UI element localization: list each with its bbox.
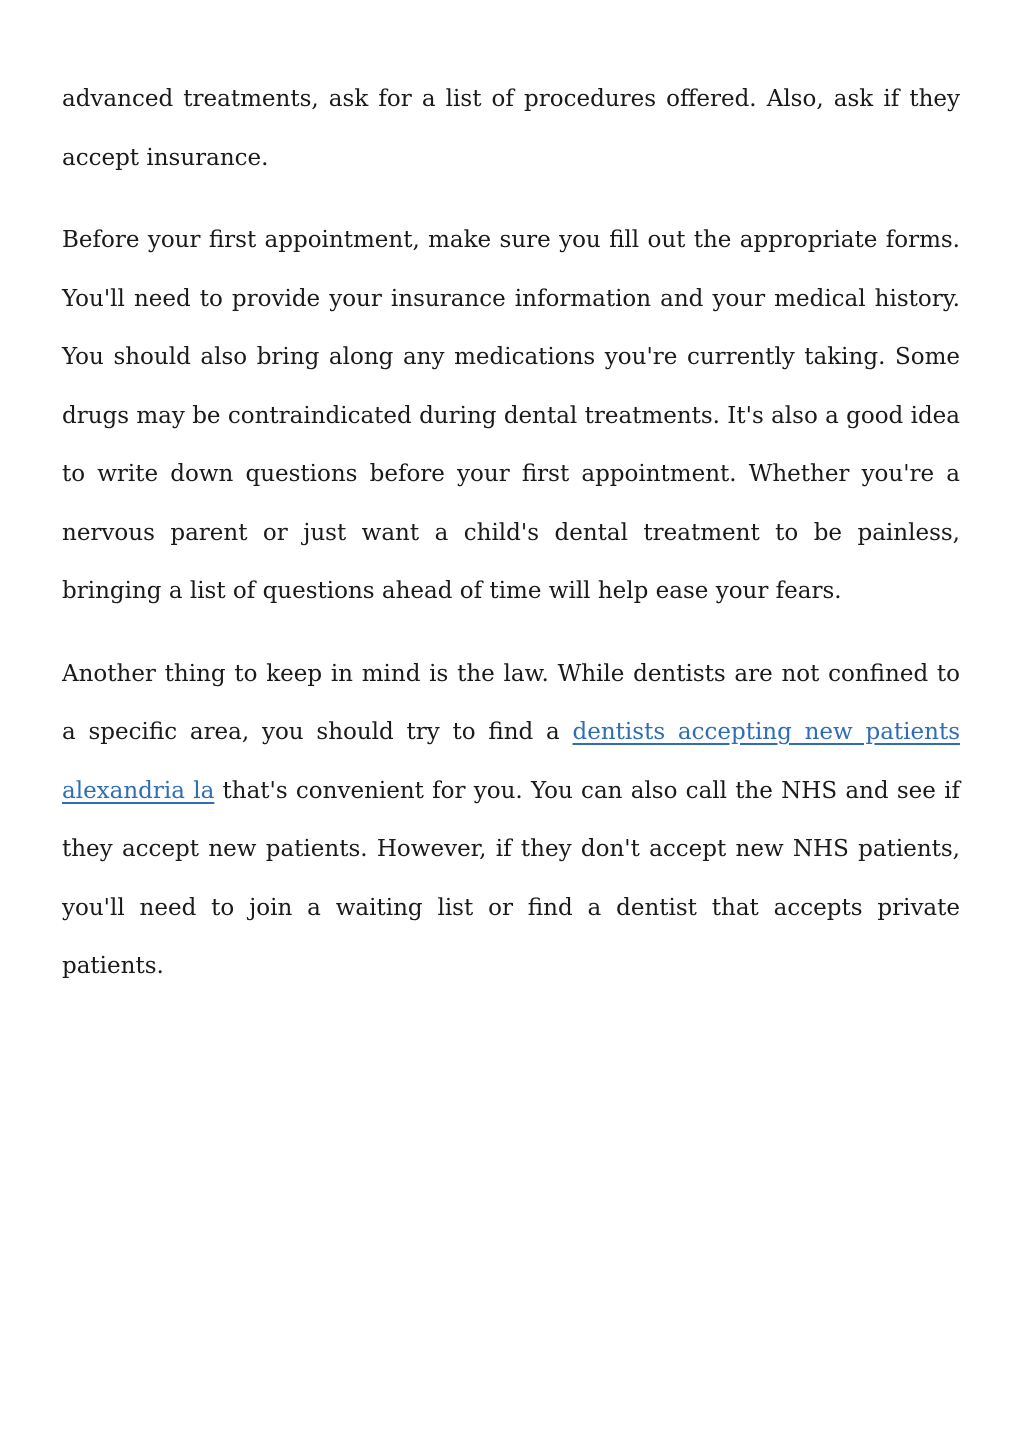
paragraph-law-text-after: that's convenient for you. You can also call the NHS and see if they accept new patients. However, if they don't accept new NHS patients, you'll need to join a waiting list or find a dentist that accepts private patients. bbox=[62, 777, 960, 979]
document-page bbox=[62, 70, 960, 1020]
paragraph-treatments: advanced treatments, ask for a list of procedures offered. Also, ask if they accept insurance. bbox=[62, 86, 960, 171]
paragraph-law-text-before: Another thing to keep in mind is the law. While dentists are not confined to a specific area, you should try to find a bbox=[62, 660, 960, 745]
paragraph-first-appointment: Before your first appointment, make sure you fill out the appropriate forms. You'll need to provide your insurance information and your medical history. You should also bring along any medications you're currently taking. Some drugs may be contraindicated during dental treatments. It's also a good idea to write down questions before your first appointment. Whether you're a nervous parent or just want a child's dental treatment to be painless, bringing a list of questions ahead of time will help ease your fears. bbox=[62, 227, 960, 604]
paragraph-law bbox=[62, 645, 960, 996]
dentists-link[interactable]: dentists accepting new patients alexandria la bbox=[62, 719, 961, 804]
